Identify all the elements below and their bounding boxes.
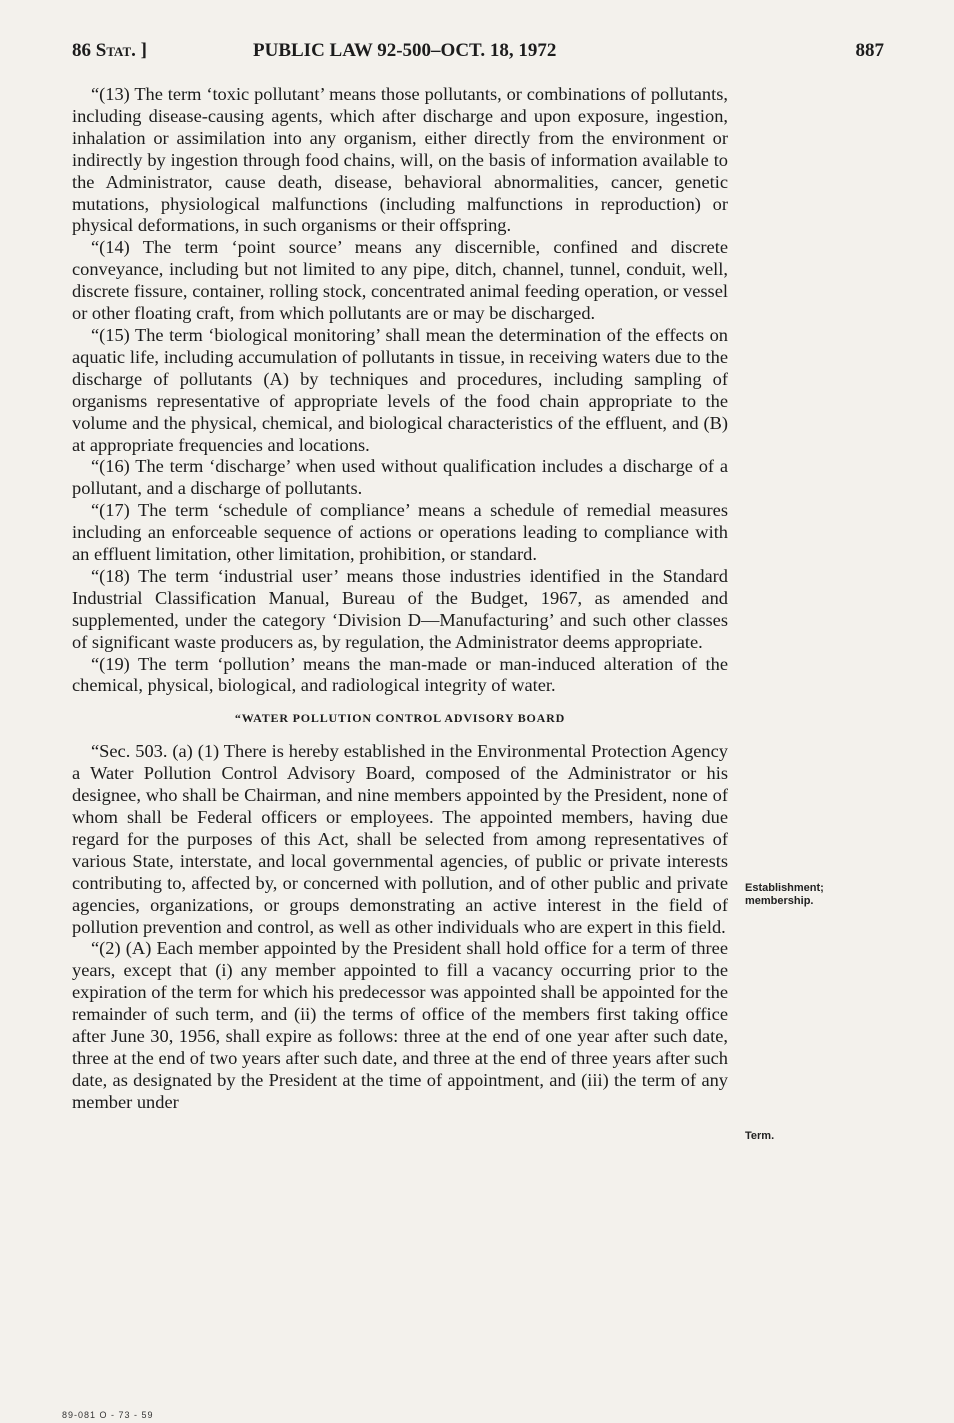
paragraph-17: “(17) The term ‘schedule of compliance’ means a schedule of remedial measures including an enforceable sequence of actions or operations leading to compliance with an effluent limitation, other limitation, prohibition, or standard.: [72, 500, 728, 565]
header-law-title: PUBLIC LAW 92-500–OCT. 18, 1972: [253, 40, 557, 61]
section-503-a-2: “(2) (A) Each member appointed by the President shall hold office for a term of three years, except that (i) any member appointed to fill a vacancy occurring prior to the expiration of the term for which his predecessor was appointed shall be appointed for the remainder of such term, and (ii) the terms of office of the members first taking office after June 30, 1956, shall expire as follows: three at the end of one year after such date, three at the end of two years after such date, and three at the end of three years after such date, as designated by the President at the time of appointment, and (iii) the term of any member under: [72, 938, 728, 1112]
page-header: [72, 40, 884, 70]
page-footer: 89-081 O - 73 - 59: [62, 1410, 154, 1420]
paragraph-19: “(19) The term ‘pollution’ means the man-made or man-induced alteration of the chemical, physical, biological, and radiological integrity of water.: [72, 653, 728, 696]
paragraph-16: “(16) The term ‘discharge’ when used without qualification includes a discharge of a pollutant, and a discharge of pollutants.: [72, 456, 728, 499]
margin-note-establishment: Establishment; membership.: [745, 882, 824, 907]
section-503-a-1: “Sec. 503. (a) (1) There is hereby established in the Environmental Protection Agency a Water Pollution Control Advisory Board, composed of the Administrator or his designee, who shall be Chairman, and nine members appointed by the President, none of whom shall be Federal officers or employees. The appointed members, having due regard for the purposes of this Act, shall be selected from among representatives of various State, interstate, and local governmental agencies, of public or private interests contributing to, affected by, or concerned with pollution, and of other public and private agencies, organizations, or groups demonstrating an active interest in the field of pollution prevention and control, as well as other individuals who are expert in this field.: [72, 741, 728, 937]
page-number: 887: [855, 40, 884, 61]
paragraph-13: “(13) The term ‘toxic pollutant’ means those pollutants, or combinations of pollutants, including disease-causing agents, which after discharge and upon exposure, ingestion, inhalation or assimilation into any organism, either directly from the environment or indirectly by ingestion through food chains, will, on the basis of information available to the Administrator, cause death, disease, behavioral abnormalities, cancer, genetic mutations, physiological malfunctions (including malfunctions in reproduction) or physical deformations, in such organisms or their offspring.: [72, 84, 728, 236]
header-stat-reference: 86 Stat. ]: [72, 40, 147, 61]
paragraph-18: “(18) The term ‘industrial user’ means those industries identified in the Standard Industrial Classification Manual, Bureau of the Budget, 1967, as amended and supplemented, under the category ‘Division D—Manufacturing’ and such other classes of significant waste producers as, by regulation, the Administrator deems appropriate.: [72, 565, 728, 652]
paragraph-14: “(14) The term ‘point source’ means any discernible, confined and discrete conveyance, including but not limited to any pipe, ditch, channel, tunnel, conduit, well, discrete fissure, container, rolling stock, concentrated animal feeding operation, or vessel or other floating craft, from which pollutants are or may be discharged.: [72, 237, 728, 324]
section-heading: “WATER POLLUTION CONTROL ADVISORY BOARD: [234, 711, 566, 726]
paragraph-15: “(15) The term ‘biological monitoring’ shall mean the determination of the effects on aquatic life, including accumulation of pollutants in tissue, in receiving waters due to the discharge of pollutants (A) by techniques and procedures, including sampling of organisms representative of appropriate levels of the food chain appropriate to the volume and the physical, chemical, and biological characteristics of the effluent, and (B) at appropriate frequencies and locations.: [72, 324, 728, 455]
margin-note-term: Term.: [745, 1130, 775, 1142]
body-text: [72, 84, 728, 1114]
